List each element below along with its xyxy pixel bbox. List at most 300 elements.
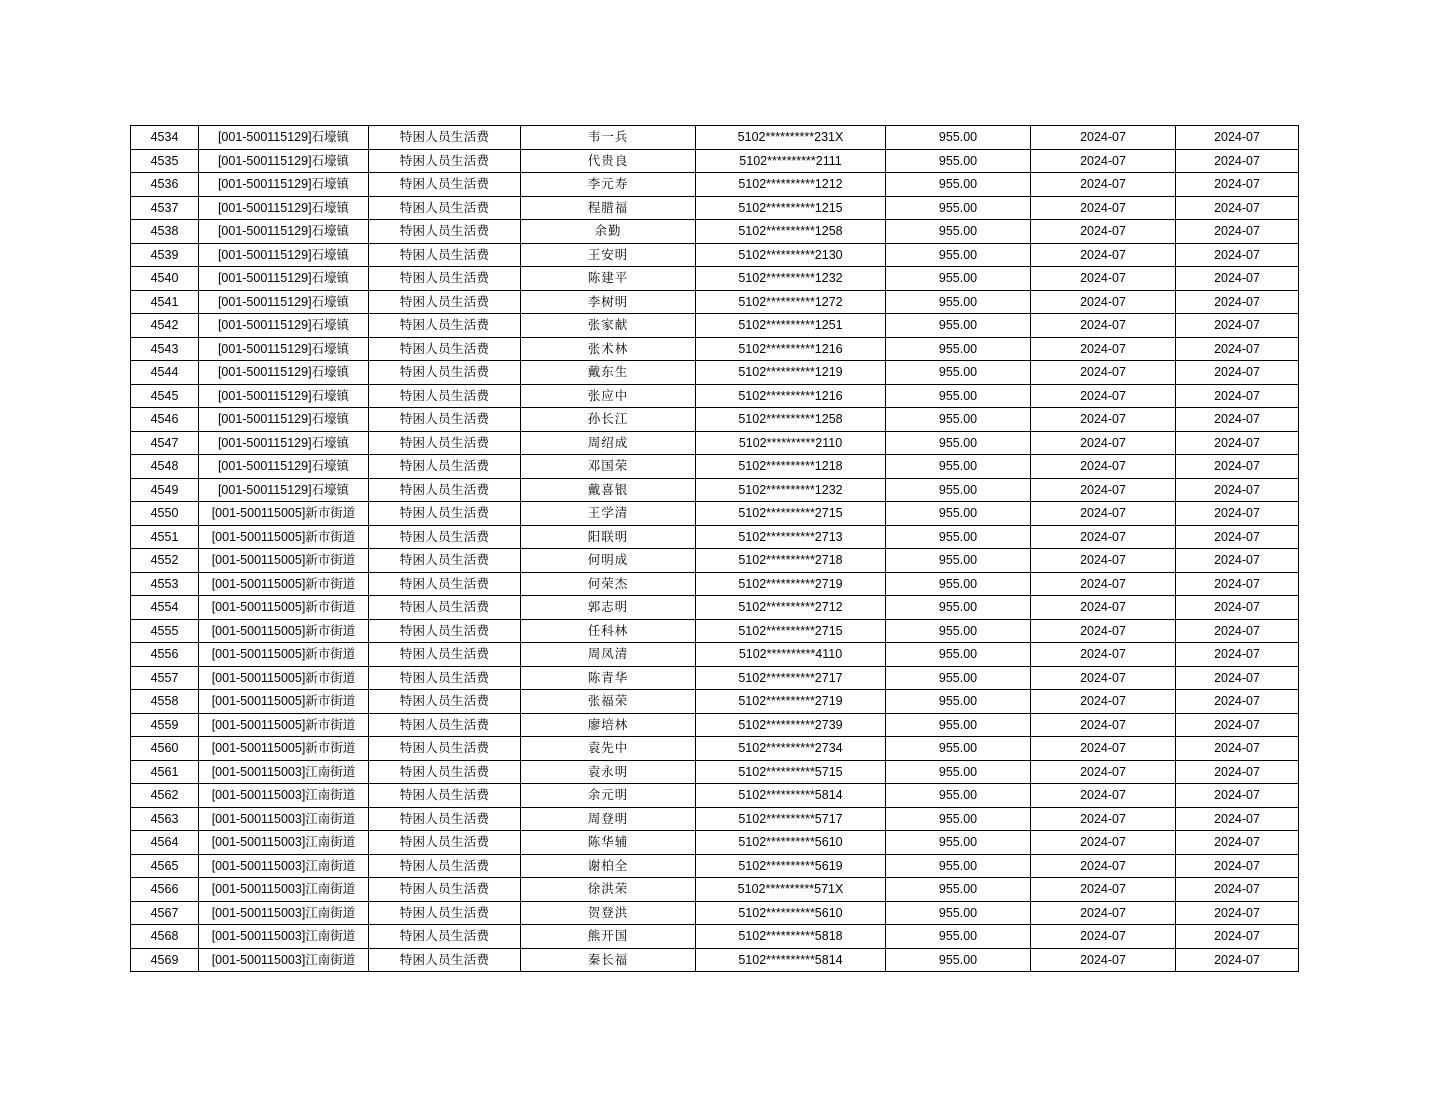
cell-issuing-organization: [001-500115005]新市街道 xyxy=(199,502,369,526)
cell-id-number: 5102**********1216 xyxy=(696,384,886,408)
cell-payment-item: 特困人员生活费 xyxy=(369,690,521,714)
cell-payment-item: 特困人员生活费 xyxy=(369,267,521,291)
cell-issuing-organization: [001-500115005]新市街道 xyxy=(199,549,369,573)
cell-recipient-name: 张应中 xyxy=(521,384,696,408)
cell-belong-month: 2024-07 xyxy=(1031,431,1176,455)
cell-belong-month: 2024-07 xyxy=(1031,878,1176,902)
cell-id-number: 5102**********1272 xyxy=(696,290,886,314)
cell-id-number: 5102**********1216 xyxy=(696,337,886,361)
cell-payment-item: 特困人员生活费 xyxy=(369,901,521,925)
cell-payment-item: 特困人员生活费 xyxy=(369,196,521,220)
cell-row-index: 4566 xyxy=(131,878,199,902)
cell-row-index: 4534 xyxy=(131,126,199,150)
cell-row-index: 4538 xyxy=(131,220,199,244)
table-row xyxy=(131,455,1299,479)
cell-id-number: 5102**********5814 xyxy=(696,784,886,808)
table-row xyxy=(131,784,1299,808)
cell-issuing-organization: [001-500115003]江南街道 xyxy=(199,784,369,808)
cell-row-index: 4546 xyxy=(131,408,199,432)
cell-issuing-organization: [001-500115129]石壕镇 xyxy=(199,361,369,385)
cell-belong-month: 2024-07 xyxy=(1031,737,1176,761)
cell-amount: 955.00 xyxy=(886,525,1031,549)
cell-issue-month: 2024-07 xyxy=(1176,643,1299,667)
cell-issue-month: 2024-07 xyxy=(1176,666,1299,690)
cell-amount: 955.00 xyxy=(886,220,1031,244)
cell-id-number: 5102**********2739 xyxy=(696,713,886,737)
cell-row-index: 4553 xyxy=(131,572,199,596)
cell-issuing-organization: [001-500115129]石壕镇 xyxy=(199,173,369,197)
cell-amount: 955.00 xyxy=(886,948,1031,972)
cell-belong-month: 2024-07 xyxy=(1031,643,1176,667)
cell-row-index: 4535 xyxy=(131,149,199,173)
cell-recipient-name: 韦一兵 xyxy=(521,126,696,150)
cell-recipient-name: 李树明 xyxy=(521,290,696,314)
cell-amount: 955.00 xyxy=(886,760,1031,784)
table-row xyxy=(131,572,1299,596)
table-row xyxy=(131,337,1299,361)
cell-payment-item: 特困人员生活费 xyxy=(369,478,521,502)
cell-payment-item: 特困人员生活费 xyxy=(369,643,521,667)
cell-issuing-organization: [001-500115005]新市街道 xyxy=(199,737,369,761)
cell-issuing-organization: [001-500115129]石壕镇 xyxy=(199,267,369,291)
cell-row-index: 4560 xyxy=(131,737,199,761)
cell-belong-month: 2024-07 xyxy=(1031,243,1176,267)
cell-id-number: 5102**********2110 xyxy=(696,431,886,455)
cell-issue-month: 2024-07 xyxy=(1176,854,1299,878)
cell-amount: 955.00 xyxy=(886,455,1031,479)
cell-row-index: 4557 xyxy=(131,666,199,690)
cell-belong-month: 2024-07 xyxy=(1031,760,1176,784)
table-row xyxy=(131,196,1299,220)
cell-issuing-organization: [001-500115005]新市街道 xyxy=(199,572,369,596)
cell-belong-month: 2024-07 xyxy=(1031,502,1176,526)
cell-row-index: 4536 xyxy=(131,173,199,197)
table-row xyxy=(131,643,1299,667)
table-row xyxy=(131,173,1299,197)
cell-recipient-name: 贺登洪 xyxy=(521,901,696,925)
cell-belong-month: 2024-07 xyxy=(1031,149,1176,173)
cell-amount: 955.00 xyxy=(886,713,1031,737)
cell-issuing-organization: [001-500115005]新市街道 xyxy=(199,596,369,620)
cell-recipient-name: 李元寿 xyxy=(521,173,696,197)
cell-id-number: 5102**********1219 xyxy=(696,361,886,385)
table-row xyxy=(131,431,1299,455)
table-row xyxy=(131,149,1299,173)
cell-issue-month: 2024-07 xyxy=(1176,572,1299,596)
cell-recipient-name: 廖培林 xyxy=(521,713,696,737)
cell-issuing-organization: [001-500115129]石壕镇 xyxy=(199,408,369,432)
cell-payment-item: 特困人员生活费 xyxy=(369,455,521,479)
cell-amount: 955.00 xyxy=(886,314,1031,338)
cell-recipient-name: 陈华辅 xyxy=(521,831,696,855)
cell-belong-month: 2024-07 xyxy=(1031,408,1176,432)
cell-issue-month: 2024-07 xyxy=(1176,408,1299,432)
cell-issue-month: 2024-07 xyxy=(1176,243,1299,267)
cell-payment-item: 特困人员生活费 xyxy=(369,619,521,643)
cell-id-number: 5102**********1258 xyxy=(696,408,886,432)
cell-belong-month: 2024-07 xyxy=(1031,455,1176,479)
cell-payment-item: 特困人员生活费 xyxy=(369,337,521,361)
cell-id-number: 5102**********1218 xyxy=(696,455,886,479)
cell-issue-month: 2024-07 xyxy=(1176,690,1299,714)
cell-payment-item: 特困人员生活费 xyxy=(369,502,521,526)
cell-amount: 955.00 xyxy=(886,572,1031,596)
cell-issue-month: 2024-07 xyxy=(1176,737,1299,761)
table-row xyxy=(131,478,1299,502)
table-row xyxy=(131,737,1299,761)
cell-row-index: 4563 xyxy=(131,807,199,831)
cell-issuing-organization: [001-500115129]石壕镇 xyxy=(199,196,369,220)
cell-issuing-organization: [001-500115129]石壕镇 xyxy=(199,126,369,150)
cell-recipient-name: 熊开国 xyxy=(521,925,696,949)
cell-row-index: 4556 xyxy=(131,643,199,667)
cell-issuing-organization: [001-500115005]新市街道 xyxy=(199,525,369,549)
cell-row-index: 4569 xyxy=(131,948,199,972)
cell-id-number: 5102**********4110 xyxy=(696,643,886,667)
cell-belong-month: 2024-07 xyxy=(1031,314,1176,338)
cell-issue-month: 2024-07 xyxy=(1176,760,1299,784)
cell-amount: 955.00 xyxy=(886,502,1031,526)
cell-payment-item: 特困人员生活费 xyxy=(369,525,521,549)
cell-recipient-name: 戴东生 xyxy=(521,361,696,385)
cell-id-number: 5102**********1251 xyxy=(696,314,886,338)
cell-recipient-name: 邓国荣 xyxy=(521,455,696,479)
cell-amount: 955.00 xyxy=(886,690,1031,714)
cell-belong-month: 2024-07 xyxy=(1031,831,1176,855)
cell-row-index: 4550 xyxy=(131,502,199,526)
cell-issue-month: 2024-07 xyxy=(1176,713,1299,737)
cell-payment-item: 特困人员生活费 xyxy=(369,925,521,949)
cell-issue-month: 2024-07 xyxy=(1176,525,1299,549)
cell-amount: 955.00 xyxy=(886,925,1031,949)
cell-id-number: 5102**********2715 xyxy=(696,619,886,643)
cell-payment-item: 特困人员生活费 xyxy=(369,596,521,620)
cell-id-number: 5102**********5610 xyxy=(696,901,886,925)
cell-issuing-organization: [001-500115003]江南街道 xyxy=(199,878,369,902)
cell-id-number: 5102**********5610 xyxy=(696,831,886,855)
cell-row-index: 4544 xyxy=(131,361,199,385)
cell-amount: 955.00 xyxy=(886,878,1031,902)
cell-row-index: 4549 xyxy=(131,478,199,502)
cell-recipient-name: 任科林 xyxy=(521,619,696,643)
cell-amount: 955.00 xyxy=(886,737,1031,761)
cell-payment-item: 特困人员生活费 xyxy=(369,549,521,573)
cell-issuing-organization: [001-500115003]江南街道 xyxy=(199,760,369,784)
cell-amount: 955.00 xyxy=(886,549,1031,573)
table-row xyxy=(131,384,1299,408)
table-row xyxy=(131,713,1299,737)
table-row xyxy=(131,525,1299,549)
cell-amount: 955.00 xyxy=(886,361,1031,385)
cell-issue-month: 2024-07 xyxy=(1176,619,1299,643)
cell-recipient-name: 张术林 xyxy=(521,337,696,361)
cell-issuing-organization: [001-500115129]石壕镇 xyxy=(199,243,369,267)
cell-issue-month: 2024-07 xyxy=(1176,948,1299,972)
cell-issue-month: 2024-07 xyxy=(1176,384,1299,408)
cell-row-index: 4565 xyxy=(131,854,199,878)
cell-payment-item: 特困人员生活费 xyxy=(369,713,521,737)
cell-payment-item: 特困人员生活费 xyxy=(369,173,521,197)
cell-belong-month: 2024-07 xyxy=(1031,619,1176,643)
cell-belong-month: 2024-07 xyxy=(1031,267,1176,291)
cell-id-number: 5102**********5717 xyxy=(696,807,886,831)
cell-issuing-organization: [001-500115129]石壕镇 xyxy=(199,290,369,314)
cell-belong-month: 2024-07 xyxy=(1031,596,1176,620)
cell-payment-item: 特困人员生活费 xyxy=(369,384,521,408)
table-row xyxy=(131,361,1299,385)
cell-row-index: 4551 xyxy=(131,525,199,549)
cell-amount: 955.00 xyxy=(886,337,1031,361)
cell-issuing-organization: [001-500115129]石壕镇 xyxy=(199,455,369,479)
cell-issue-month: 2024-07 xyxy=(1176,196,1299,220)
cell-id-number: 5102**********1215 xyxy=(696,196,886,220)
cell-issue-month: 2024-07 xyxy=(1176,878,1299,902)
cell-recipient-name: 周登明 xyxy=(521,807,696,831)
cell-belong-month: 2024-07 xyxy=(1031,337,1176,361)
cell-recipient-name: 谢柏全 xyxy=(521,854,696,878)
cell-issuing-organization: [001-500115129]石壕镇 xyxy=(199,149,369,173)
cell-row-index: 4539 xyxy=(131,243,199,267)
cell-recipient-name: 孙长江 xyxy=(521,408,696,432)
cell-belong-month: 2024-07 xyxy=(1031,948,1176,972)
cell-issue-month: 2024-07 xyxy=(1176,901,1299,925)
cell-issue-month: 2024-07 xyxy=(1176,502,1299,526)
cell-row-index: 4559 xyxy=(131,713,199,737)
table-row xyxy=(131,831,1299,855)
cell-id-number: 5102**********2130 xyxy=(696,243,886,267)
cell-belong-month: 2024-07 xyxy=(1031,925,1176,949)
cell-row-index: 4558 xyxy=(131,690,199,714)
cell-id-number: 5102**********2111 xyxy=(696,149,886,173)
cell-belong-month: 2024-07 xyxy=(1031,713,1176,737)
table-row xyxy=(131,502,1299,526)
cell-issue-month: 2024-07 xyxy=(1176,455,1299,479)
cell-id-number: 5102**********5715 xyxy=(696,760,886,784)
cell-issuing-organization: [001-500115005]新市街道 xyxy=(199,643,369,667)
cell-amount: 955.00 xyxy=(886,384,1031,408)
cell-id-number: 5102**********2713 xyxy=(696,525,886,549)
cell-id-number: 5102**********571X xyxy=(696,878,886,902)
payment-table-container xyxy=(130,125,1298,972)
cell-id-number: 5102**********2718 xyxy=(696,549,886,573)
cell-row-index: 4540 xyxy=(131,267,199,291)
cell-issuing-organization: [001-500115003]江南街道 xyxy=(199,948,369,972)
cell-belong-month: 2024-07 xyxy=(1031,549,1176,573)
cell-recipient-name: 郭志明 xyxy=(521,596,696,620)
cell-recipient-name: 袁先中 xyxy=(521,737,696,761)
cell-row-index: 4537 xyxy=(131,196,199,220)
table-row xyxy=(131,760,1299,784)
cell-issue-month: 2024-07 xyxy=(1176,149,1299,173)
cell-recipient-name: 周凤清 xyxy=(521,643,696,667)
cell-issuing-organization: [001-500115003]江南街道 xyxy=(199,831,369,855)
cell-id-number: 5102**********2719 xyxy=(696,690,886,714)
cell-recipient-name: 陈建平 xyxy=(521,267,696,291)
cell-amount: 955.00 xyxy=(886,243,1031,267)
table-row xyxy=(131,314,1299,338)
cell-recipient-name: 陈青华 xyxy=(521,666,696,690)
cell-payment-item: 特困人员生活费 xyxy=(369,784,521,808)
table-row xyxy=(131,619,1299,643)
table-row xyxy=(131,666,1299,690)
cell-recipient-name: 戴喜银 xyxy=(521,478,696,502)
cell-recipient-name: 何明成 xyxy=(521,549,696,573)
cell-id-number: 5102**********2717 xyxy=(696,666,886,690)
cell-amount: 955.00 xyxy=(886,431,1031,455)
cell-payment-item: 特困人员生活费 xyxy=(369,666,521,690)
cell-payment-item: 特困人员生活费 xyxy=(369,290,521,314)
cell-amount: 955.00 xyxy=(886,643,1031,667)
table-row xyxy=(131,408,1299,432)
cell-amount: 955.00 xyxy=(886,126,1031,150)
cell-payment-item: 特困人员生活费 xyxy=(369,572,521,596)
cell-belong-month: 2024-07 xyxy=(1031,690,1176,714)
cell-payment-item: 特困人员生活费 xyxy=(369,760,521,784)
cell-recipient-name: 余元明 xyxy=(521,784,696,808)
cell-belong-month: 2024-07 xyxy=(1031,901,1176,925)
cell-belong-month: 2024-07 xyxy=(1031,196,1176,220)
cell-issue-month: 2024-07 xyxy=(1176,831,1299,855)
cell-row-index: 4541 xyxy=(131,290,199,314)
table-row xyxy=(131,901,1299,925)
cell-payment-item: 特困人员生活费 xyxy=(369,361,521,385)
cell-id-number: 5102**********1212 xyxy=(696,173,886,197)
cell-belong-month: 2024-07 xyxy=(1031,173,1176,197)
cell-payment-item: 特困人员生活费 xyxy=(369,854,521,878)
cell-issuing-organization: [001-500115003]江南街道 xyxy=(199,854,369,878)
cell-issuing-organization: [001-500115005]新市街道 xyxy=(199,690,369,714)
cell-payment-item: 特困人员生活费 xyxy=(369,220,521,244)
cell-belong-month: 2024-07 xyxy=(1031,126,1176,150)
table-row xyxy=(131,243,1299,267)
cell-belong-month: 2024-07 xyxy=(1031,572,1176,596)
cell-row-index: 4543 xyxy=(131,337,199,361)
cell-payment-item: 特困人员生活费 xyxy=(369,314,521,338)
cell-id-number: 5102**********1232 xyxy=(696,267,886,291)
cell-row-index: 4547 xyxy=(131,431,199,455)
cell-issue-month: 2024-07 xyxy=(1176,478,1299,502)
table-row xyxy=(131,126,1299,150)
cell-belong-month: 2024-07 xyxy=(1031,854,1176,878)
table-row xyxy=(131,878,1299,902)
cell-recipient-name: 袁永明 xyxy=(521,760,696,784)
cell-belong-month: 2024-07 xyxy=(1031,525,1176,549)
table-row xyxy=(131,290,1299,314)
cell-row-index: 4545 xyxy=(131,384,199,408)
cell-row-index: 4564 xyxy=(131,831,199,855)
cell-id-number: 5102**********1258 xyxy=(696,220,886,244)
cell-amount: 955.00 xyxy=(886,901,1031,925)
table-row xyxy=(131,596,1299,620)
cell-issuing-organization: [001-500115129]石壕镇 xyxy=(199,431,369,455)
cell-row-index: 4542 xyxy=(131,314,199,338)
cell-issue-month: 2024-07 xyxy=(1176,549,1299,573)
cell-id-number: 5102**********5818 xyxy=(696,925,886,949)
cell-recipient-name: 徐洪荣 xyxy=(521,878,696,902)
cell-amount: 955.00 xyxy=(886,196,1031,220)
cell-issuing-organization: [001-500115129]石壕镇 xyxy=(199,314,369,338)
cell-belong-month: 2024-07 xyxy=(1031,384,1176,408)
payment-table-body xyxy=(131,126,1299,972)
cell-recipient-name: 代贵良 xyxy=(521,149,696,173)
cell-issue-month: 2024-07 xyxy=(1176,596,1299,620)
cell-recipient-name: 张家献 xyxy=(521,314,696,338)
cell-payment-item: 特困人员生活费 xyxy=(369,408,521,432)
cell-payment-item: 特困人员生活费 xyxy=(369,431,521,455)
table-row xyxy=(131,549,1299,573)
table-row xyxy=(131,854,1299,878)
table-row xyxy=(131,267,1299,291)
cell-belong-month: 2024-07 xyxy=(1031,361,1176,385)
cell-row-index: 4548 xyxy=(131,455,199,479)
cell-issuing-organization: [001-500115003]江南街道 xyxy=(199,925,369,949)
cell-issuing-organization: [001-500115005]新市街道 xyxy=(199,666,369,690)
cell-amount: 955.00 xyxy=(886,784,1031,808)
cell-id-number: 5102**********231X xyxy=(696,126,886,150)
cell-amount: 955.00 xyxy=(886,478,1031,502)
cell-payment-item: 特困人员生活费 xyxy=(369,126,521,150)
cell-amount: 955.00 xyxy=(886,408,1031,432)
cell-amount: 955.00 xyxy=(886,831,1031,855)
cell-payment-item: 特困人员生活费 xyxy=(369,149,521,173)
cell-issue-month: 2024-07 xyxy=(1176,314,1299,338)
cell-issue-month: 2024-07 xyxy=(1176,290,1299,314)
cell-issuing-organization: [001-500115003]江南街道 xyxy=(199,901,369,925)
cell-row-index: 4554 xyxy=(131,596,199,620)
cell-belong-month: 2024-07 xyxy=(1031,290,1176,314)
cell-payment-item: 特困人员生活费 xyxy=(369,948,521,972)
cell-payment-item: 特困人员生活费 xyxy=(369,807,521,831)
cell-id-number: 5102**********2734 xyxy=(696,737,886,761)
table-row xyxy=(131,925,1299,949)
cell-id-number: 5102**********2712 xyxy=(696,596,886,620)
cell-amount: 955.00 xyxy=(886,596,1031,620)
cell-row-index: 4552 xyxy=(131,549,199,573)
cell-issue-month: 2024-07 xyxy=(1176,126,1299,150)
cell-amount: 955.00 xyxy=(886,149,1031,173)
cell-payment-item: 特困人员生活费 xyxy=(369,243,521,267)
cell-id-number: 5102**********2715 xyxy=(696,502,886,526)
cell-recipient-name: 阳联明 xyxy=(521,525,696,549)
table-row xyxy=(131,807,1299,831)
cell-issuing-organization: [001-500115129]石壕镇 xyxy=(199,384,369,408)
cell-amount: 955.00 xyxy=(886,290,1031,314)
cell-amount: 955.00 xyxy=(886,267,1031,291)
cell-payment-item: 特困人员生活费 xyxy=(369,737,521,761)
cell-payment-item: 特困人员生活费 xyxy=(369,878,521,902)
cell-issuing-organization: [001-500115129]石壕镇 xyxy=(199,478,369,502)
table-row xyxy=(131,220,1299,244)
cell-issue-month: 2024-07 xyxy=(1176,807,1299,831)
cell-amount: 955.00 xyxy=(886,807,1031,831)
cell-issuing-organization: [001-500115003]江南街道 xyxy=(199,807,369,831)
cell-recipient-name: 王学清 xyxy=(521,502,696,526)
cell-row-index: 4567 xyxy=(131,901,199,925)
cell-id-number: 5102**********2719 xyxy=(696,572,886,596)
cell-id-number: 5102**********5814 xyxy=(696,948,886,972)
cell-amount: 955.00 xyxy=(886,854,1031,878)
cell-recipient-name: 程腊福 xyxy=(521,196,696,220)
cell-payment-item: 特困人员生活费 xyxy=(369,831,521,855)
cell-belong-month: 2024-07 xyxy=(1031,666,1176,690)
cell-row-index: 4562 xyxy=(131,784,199,808)
cell-recipient-name: 王安明 xyxy=(521,243,696,267)
cell-row-index: 4568 xyxy=(131,925,199,949)
payment-table xyxy=(130,125,1299,972)
cell-recipient-name: 周绍成 xyxy=(521,431,696,455)
cell-id-number: 5102**********1232 xyxy=(696,478,886,502)
cell-belong-month: 2024-07 xyxy=(1031,807,1176,831)
